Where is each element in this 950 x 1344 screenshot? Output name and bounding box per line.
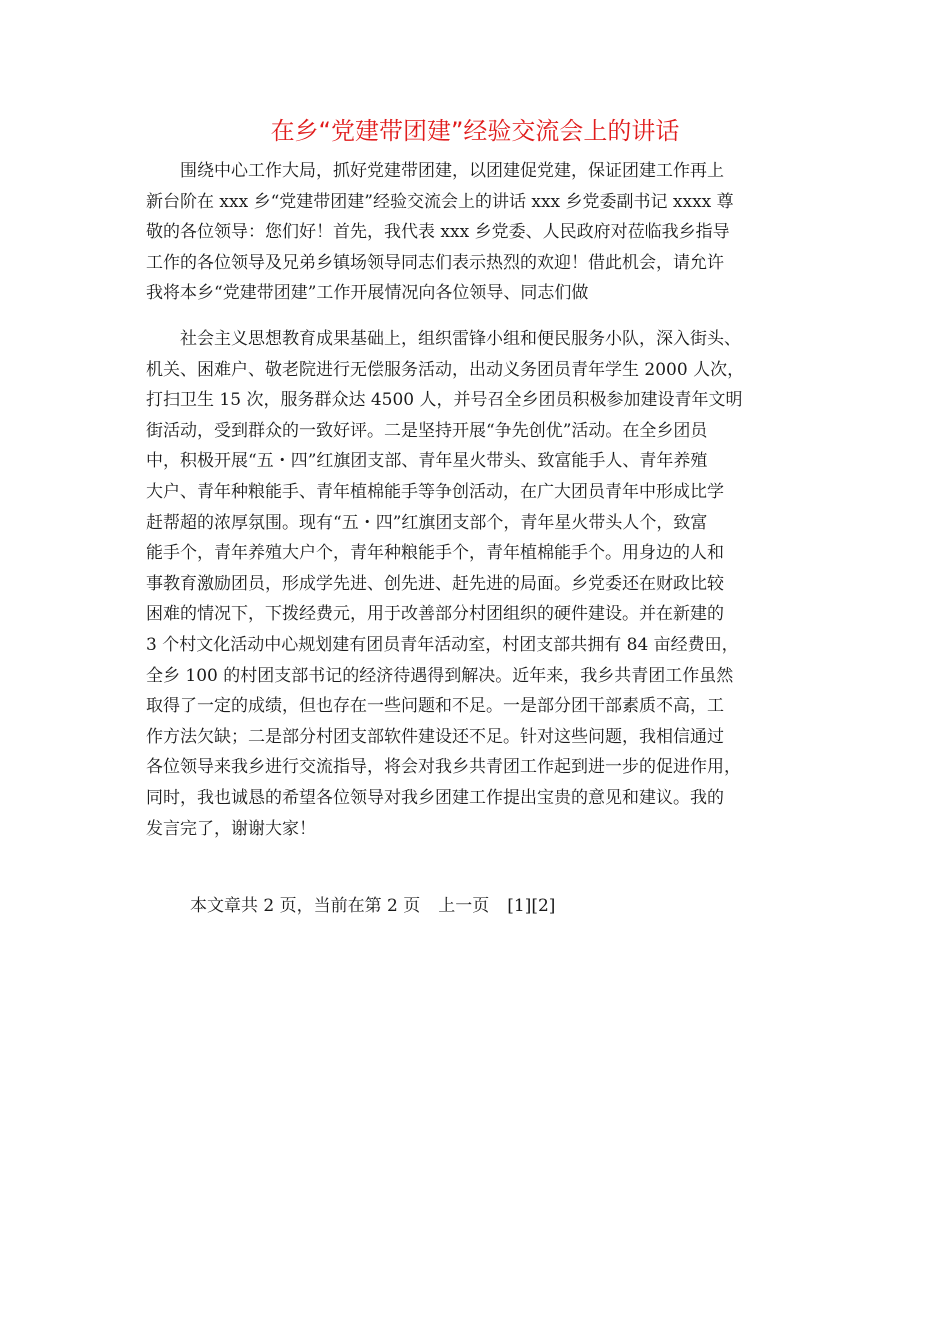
text-line: 3 个村文化活动中心规划建有团员青年活动室，村团支部共拥有 84 亩经费田， [146, 634, 739, 655]
text-line: 发言完了，谢谢大家！ [146, 818, 316, 839]
document-title: 在乡“党建带团建”经验交流会上的讲话 [270, 117, 680, 145]
text-line: 社会主义思想教育成果基础上，组织雷锋小组和便民服务小队，深入街头、 [146, 329, 741, 349]
text-line: 工作的各位领导及兄弟乡镇场领导同志们表示热烈的欢迎！借此机会，请允许 [146, 252, 724, 273]
text-line: 能手个，青年养殖大户个，青年种粮能手个，青年植棉能手个。用身边的人和 [146, 543, 724, 564]
page-2-link[interactable]: [2] [531, 896, 556, 916]
text-line: 取得了一定的成绩，但也存在一些问题和不足。一是部分团干部素质不高，工 [146, 696, 724, 717]
page-info: 本文章共 2 页，当前在第 2 页 [190, 896, 421, 916]
text-line: 新台阶在 xxx 乡“党建带团建”经验交流会上的讲话 xxx 乡党委副书记 xxxx 尊 [146, 191, 734, 212]
page-1-link[interactable]: [1] [507, 896, 532, 916]
paragraph-body [146, 324, 826, 844]
text-line: 敬的各位领导：您们好！首先，我代表 xxx 乡党委、人民政府对莅临我乡指导 [146, 222, 730, 243]
text-line: 全乡 100 的村团支部书记的经济待遇得到解决。近年来，我乡共青团工作虽然 [146, 665, 734, 686]
text-line: 大户、青年种粮能手、青年植棉能手等争创活动，在广大团员青年中形成比学 [146, 481, 724, 502]
text-line: 作方法欠缺；二是部分村团支部软件建设还不足。针对这些问题，我相信通过 [146, 726, 724, 747]
text-line: 赶帮超的浓厚氛围。现有“五・四”红旗团支部个，青年星火带头人个，致富 [146, 512, 708, 533]
paragraph-intro [146, 156, 826, 309]
text-line: 中，积极开展“五・四”红旗团支部、青年星火带头、致富能手人、青年养殖 [146, 451, 708, 472]
text-line: 各位领导来我乡进行交流指导，将会对我乡共青团工作起到进一步的促进作用， [146, 757, 741, 778]
text-line: 街活动，受到群众的一致好评。二是坚持开展“争先创优”活动。在全乡团员 [146, 420, 708, 441]
text-line: 打扫卫生 15 次，服务群众达 4500 人，并号召全乡团员积极参加建设青年文明 [146, 390, 743, 411]
text-line: 同时，我也诚恳的希望各位领导对我乡团建工作提出宝贵的意见和建议。我的 [146, 787, 724, 808]
text-line: 事教育激励团员，形成学先进、创先进、赶先进的局面。乡党委还在财政比较 [146, 573, 724, 594]
text-line: 困难的情况下，下拨经费元，用于改善部分村团组织的硬件建设。并在新建的 [146, 604, 724, 625]
prev-page-link[interactable]: 上一页 [438, 896, 490, 916]
text-line: 机关、困难户、敬老院进行无偿服务活动，出动义务团员青年学生 2000 人次， [146, 359, 745, 380]
text-line: 围绕中心工作大局，抓好党建带团建，以团建促党建，保证团建工作再上 [146, 161, 724, 181]
text-line: 我将本乡“党建带团建”工作开展情况向各位领导、同志们做 [146, 283, 589, 304]
pagination [190, 891, 555, 921]
